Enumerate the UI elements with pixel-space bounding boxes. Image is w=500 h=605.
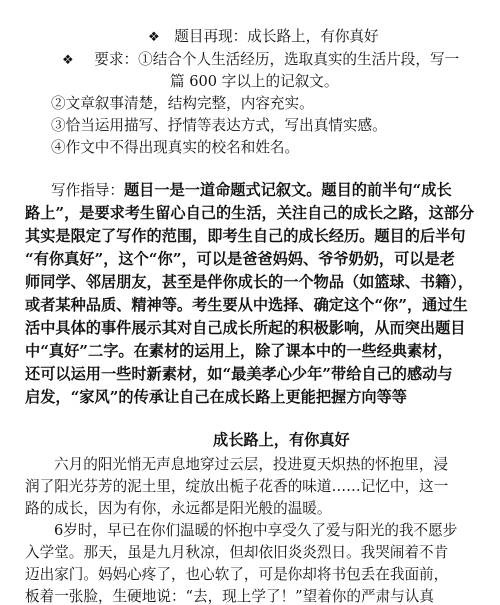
guidance-line: 活中具体的事件展示其对自己成长所起的积极影响，从而突出题目 bbox=[25, 319, 466, 337]
essay-line: 板着一张脸，生硬地说：“去，现上学了！”望着你的严肃与认真 bbox=[25, 588, 434, 605]
guidance-line: 启发，“家风”的传承让自己在成长路上更能把握方向等等 bbox=[25, 388, 407, 406]
guidance-line bbox=[51, 183, 452, 199]
guidance-line: 中“真好”二字。在素材的运用上，除了课本中的一些经典素材， bbox=[25, 342, 453, 360]
requirement-item: ①结合个人生活经历，选取真实的生活片段，写一 bbox=[138, 51, 460, 68]
guidance-line: 或者某种品质、精神等。考生要从中选择、确定这个“你”，通过生 bbox=[25, 296, 468, 314]
requirements-line-1 bbox=[62, 53, 459, 68]
diamond-bullet-icon: ❖ bbox=[62, 53, 74, 68]
essay-title: 成长路上，有你真好 bbox=[213, 431, 350, 449]
guidance-line: 师同学、邻居朋友，甚至是伴你成长的一个物品（如篮球、书籍）， bbox=[25, 273, 474, 291]
essay-line: 6岁时，早已在你们温暖的怀抱中享受久了爱与阳光的我不愿步 bbox=[54, 522, 458, 539]
guidance-label: 写作指导： bbox=[51, 182, 124, 199]
essay-line: 迈出家门。妈妈心疼了，也心软了，可是你却将书包丢在我面前， bbox=[25, 566, 449, 583]
essay-line: 润了阳光芬芳的泥土里，绽放出栀子花香的味道……记忆中，这一 bbox=[25, 478, 449, 495]
topic-text: 题目再现：成长路上，有你真好 bbox=[174, 28, 379, 45]
guidance-text: 题目一是一道命题式记叙文。题目的前半句“成长 bbox=[123, 181, 452, 199]
topic-line bbox=[148, 30, 379, 45]
requirement-item: ②文章叙事清楚，结构完整，内容充实。 bbox=[51, 95, 314, 112]
essay-line: 六月的阳光悄无声息地穿过云层，投进夏天炽热的怀抱里，浸 bbox=[54, 456, 449, 473]
requirement-item: 篇 600 字以上的记叙文。 bbox=[170, 73, 339, 90]
guidance-line: 路上”，是要求考生留心自己的生活，关注自己的成长之路，这部分 bbox=[25, 204, 475, 222]
guidance-line: 还可以运用一些时新素材，如“最美孝心少年”带给自己的感动与 bbox=[25, 365, 453, 383]
requirements-label: 要求： bbox=[94, 51, 139, 68]
requirement-item: ④作文中不得出现真实的校名和姓名。 bbox=[51, 139, 300, 156]
requirement-item: ③恰当运用描写、抒情等表达方式，写出真情实感。 bbox=[51, 117, 387, 134]
essay-line: 路的成长，因为有你，永远都是阳光般的温暖。 bbox=[25, 500, 332, 517]
diamond-bullet-icon: ❖ bbox=[148, 30, 160, 45]
guidance-line: 其实是限定了写作的范围，即考生自己的成长经历。题目的后半句 bbox=[25, 227, 466, 245]
essay-line: 入学堂。那天，虽是九月秋凉，但却依旧炎炎烈日。我哭闹着不肯 bbox=[25, 544, 449, 561]
guidance-line: “有你真好”，这个“你”，可以是爸爸妈妈、爷爷奶奶，可以是老 bbox=[25, 250, 455, 268]
